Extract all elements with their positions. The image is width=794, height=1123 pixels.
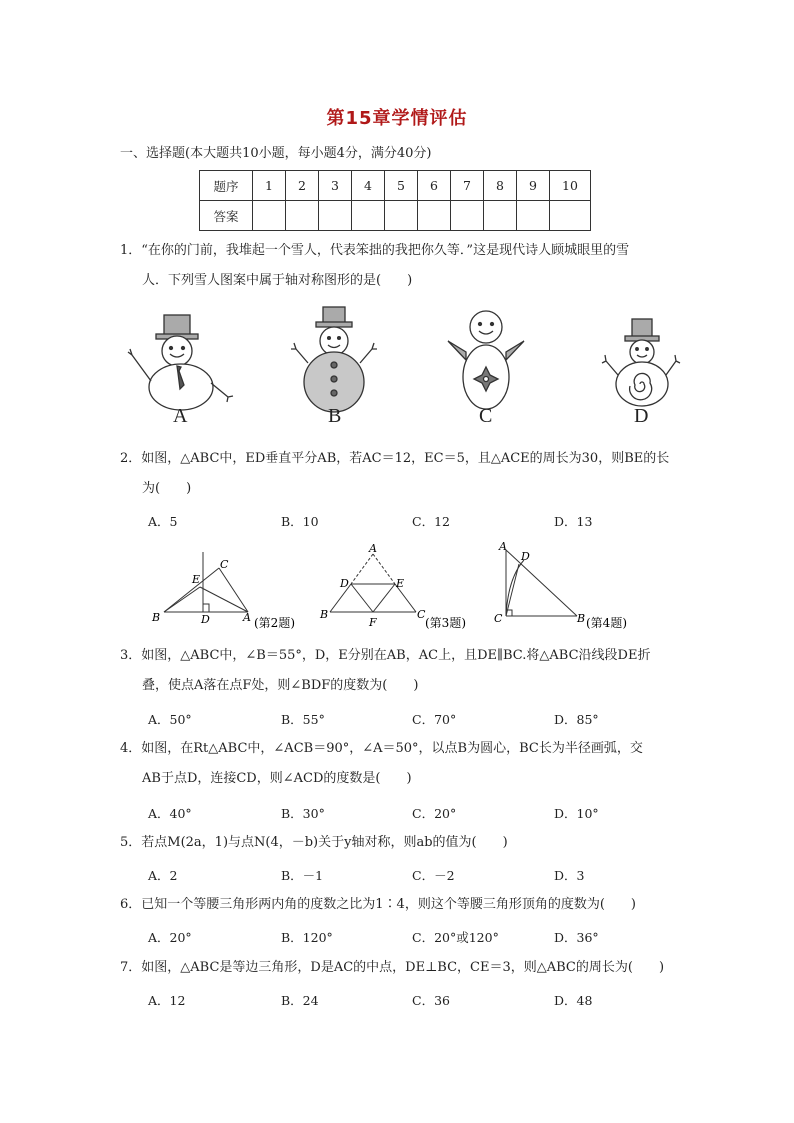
fig4-label-d: D [521, 550, 530, 563]
option-c-label: C [479, 405, 493, 427]
table-header-cell: 答案 [200, 201, 253, 231]
fig3-label-a: A [369, 542, 377, 555]
option-b-label: B [328, 405, 342, 427]
snowman-c-icon [448, 311, 524, 409]
answer-cell[interactable] [517, 201, 550, 231]
question-5-line-1: 5．若点M(2a，1)与点N(4，－b)关于y轴对称，则ab的值为( ) [120, 835, 508, 850]
q5-option-d[interactable]: D．3 [554, 868, 585, 883]
q6-option-c[interactable]: C．20°或120° [412, 930, 499, 945]
answer-cell[interactable] [550, 201, 591, 231]
q4-option-a[interactable]: A．40° [148, 806, 192, 821]
answer-cell[interactable] [286, 201, 319, 231]
snowman-a-icon [128, 315, 233, 410]
table-header-cell: 题序 [200, 171, 253, 201]
geometry-figures [140, 538, 650, 638]
figure-4-diagram [506, 550, 577, 616]
question-6-line-1: 6．已知一个等腰三角形两内角的度数之比为1∶4，则这个等腰三角形顶角的度数为( ) [120, 897, 636, 912]
table-cell: 10 [550, 171, 591, 201]
q7-option-b[interactable]: B．24 [281, 993, 319, 1008]
answer-cell[interactable] [352, 201, 385, 231]
table-cell: 4 [352, 171, 385, 201]
question-4-line-2: AB于点D，连接CD，则∠ACD的度数是( ) [142, 771, 412, 786]
table-cell: 5 [385, 171, 418, 201]
q2-option-d[interactable]: D．13 [554, 514, 593, 529]
q4-option-b[interactable]: B．30° [281, 806, 325, 821]
question-7-line-1: 7．如图，△ABC是等边三角形，D是AC的中点，DE⊥BC，CE＝3，则△ABC的周长为( ) [120, 960, 665, 975]
fig2-label-b: B [152, 611, 161, 624]
question-2-line-2: 为( ) [142, 481, 192, 496]
question-4-line-1: 4．如图，在Rt△ABC中，∠ACB＝90°，∠A＝50°，以点B为圆心，BC长为半径画弧，交 [120, 741, 643, 756]
fig4-label-c: C [494, 612, 503, 625]
q4-option-c[interactable]: C．20° [412, 806, 457, 821]
snowman-b-icon [291, 307, 377, 412]
fig3-label-c: C [417, 608, 426, 621]
q7-option-d[interactable]: D．48 [554, 993, 593, 1008]
answer-cell[interactable] [418, 201, 451, 231]
table-row [200, 201, 591, 231]
question-2-line-1: 2．如图，△ABC中，ED垂直平分AB，若AC＝12，EC＝5，且△ACE的周长为30，则BE的长 [120, 451, 670, 466]
question-1-line-2: 人．下列雪人图案中属于轴对称图形的是( ) [142, 273, 413, 288]
fig2-label-c: C [220, 558, 229, 571]
q5-option-b[interactable]: B．－1 [281, 868, 324, 883]
q6-option-b[interactable]: B．120° [281, 930, 333, 945]
fig4-label-b: B [577, 612, 586, 625]
snowman-d-icon [602, 319, 680, 406]
option-a-label: A [173, 405, 188, 427]
fig3-label-e: E [396, 577, 405, 590]
table-cell: 6 [418, 171, 451, 201]
fig2-label-e: E [192, 573, 201, 586]
q6-option-a[interactable]: A．20° [148, 930, 192, 945]
fig2-label-a: A [243, 611, 251, 624]
fig3-caption: (第3题) [425, 616, 466, 630]
table-cell: 7 [451, 171, 484, 201]
q2-option-a[interactable]: A．5 [148, 514, 178, 529]
fig2-caption: (第2题) [254, 616, 295, 630]
answer-cell[interactable] [253, 201, 286, 231]
q7-option-a[interactable]: A．12 [148, 993, 186, 1008]
table-cell: 1 [253, 171, 286, 201]
table-cell: 9 [517, 171, 550, 201]
q3-option-c[interactable]: C．70° [412, 712, 457, 727]
q5-option-c[interactable]: C．－2 [412, 868, 455, 883]
question-1-line-1: 1．“在你的门前，我堆起一个雪人，代表笨拙的我把你久等．”这是现代诗人顾城眼里的雪 [120, 243, 630, 258]
answer-cell[interactable] [484, 201, 517, 231]
fig3-label-b: B [320, 608, 329, 621]
page-title: 第15章学情评估 [326, 108, 468, 129]
option-d-label: D [634, 405, 649, 427]
table-cell: 3 [319, 171, 352, 201]
fig4-label-a: A [499, 540, 507, 553]
q6-option-d[interactable]: D．36° [554, 930, 599, 945]
q3-option-a[interactable]: A．50° [148, 712, 192, 727]
q7-option-c[interactable]: C．36 [412, 993, 450, 1008]
section-heading: 一、选择题(本大题共10小题，每小题4分，满分40分) [120, 146, 432, 161]
table-cell: 8 [484, 171, 517, 201]
q3-option-d[interactable]: D．85° [554, 712, 599, 727]
answer-cell[interactable] [385, 201, 418, 231]
q2-option-b[interactable]: B．10 [281, 514, 319, 529]
table-row [200, 171, 591, 201]
figure-2-diagram [164, 552, 248, 612]
fig3-label-f: F [369, 616, 377, 629]
answer-cell[interactable] [319, 201, 352, 231]
answer-cell[interactable] [451, 201, 484, 231]
q3-option-b[interactable]: B．55° [281, 712, 325, 727]
q5-option-a[interactable]: A．2 [148, 868, 178, 883]
question-3-line-1: 3．如图，△ABC中，∠B＝55°，D，E分别在AB，AC上，且DE∥BC.将△ABC沿线段DE折 [120, 648, 651, 663]
q4-option-d[interactable]: D．10° [554, 806, 599, 821]
table-cell: 2 [286, 171, 319, 201]
snowmen-figures [118, 305, 708, 430]
q2-option-c[interactable]: C．12 [412, 514, 450, 529]
answer-table [199, 170, 591, 231]
fig2-label-d: D [201, 613, 210, 626]
question-3-line-2: 叠，使点A落在点F处，则∠BDF的度数为( ) [142, 678, 419, 693]
fig4-caption: (第4题) [586, 616, 627, 630]
fig3-label-d: D [340, 577, 349, 590]
